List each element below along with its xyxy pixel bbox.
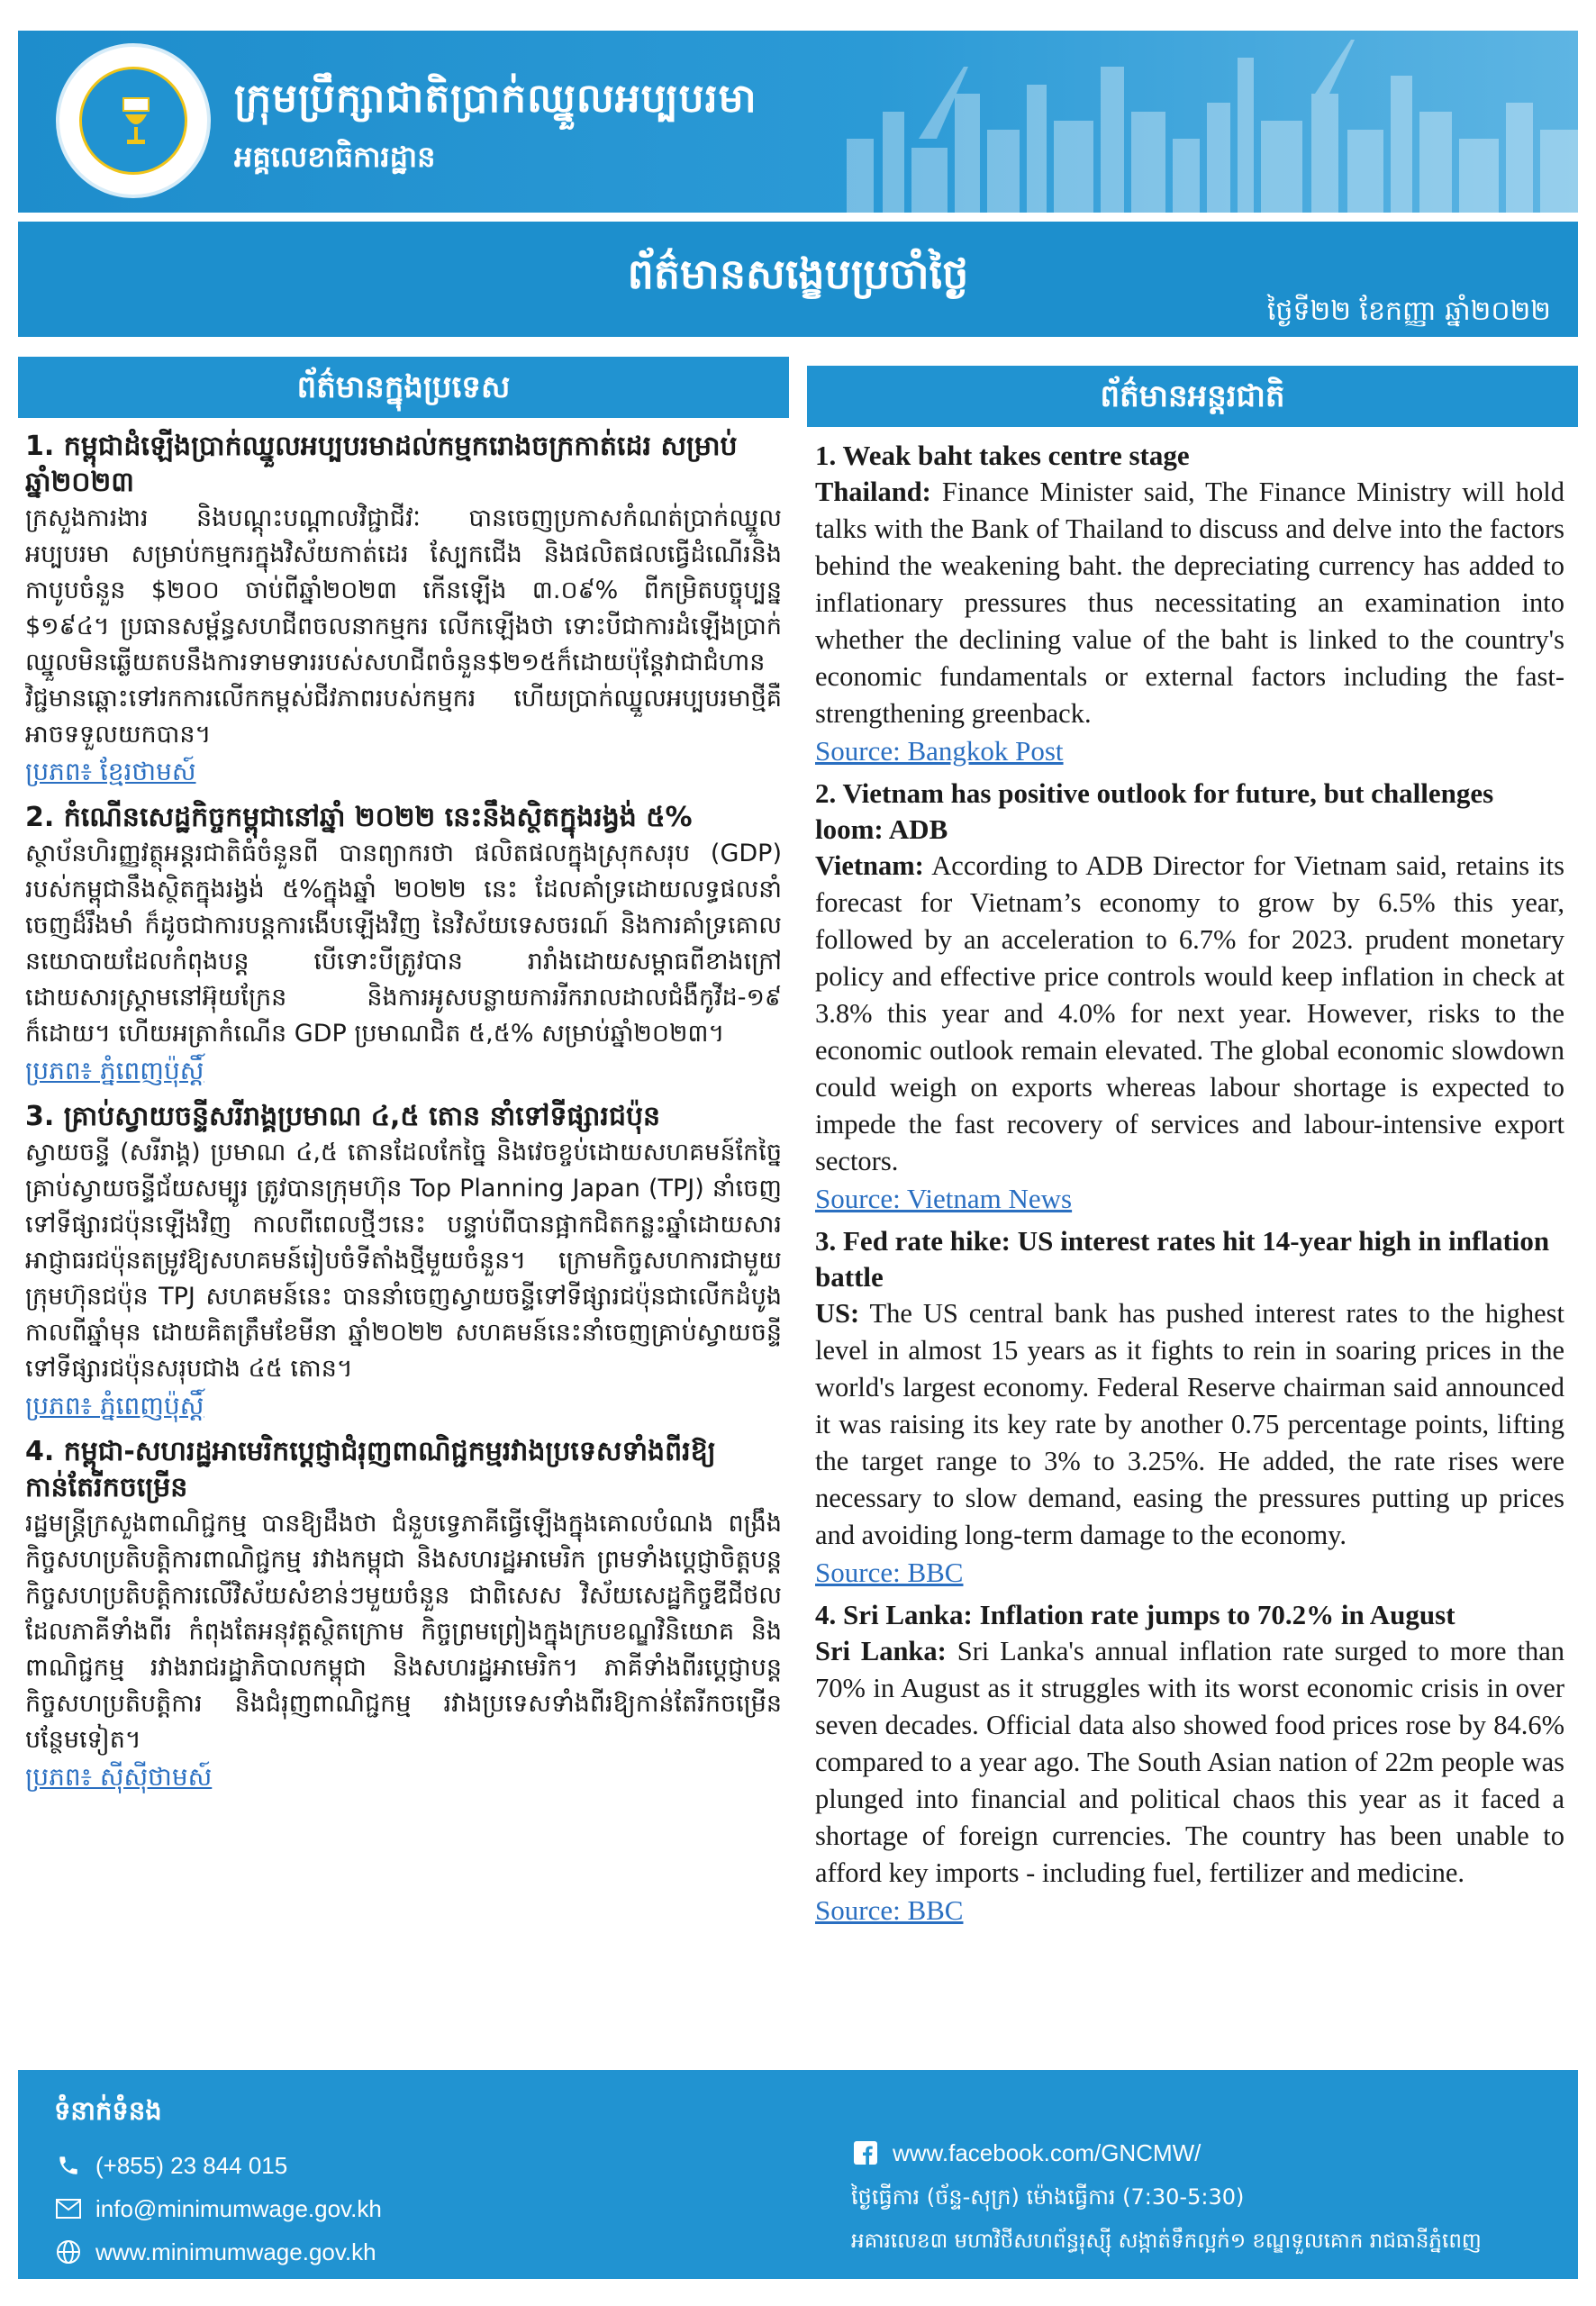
local-news-title: 2. កំណើនសេដ្ឋកិច្ចកម្ពុជានៅឆ្នាំ ២០២២ នេះនឹងស្ថិតក្នុងរង្វង់ ៥% xyxy=(25,802,693,833)
intl-news-country: Sri Lanka: xyxy=(815,1636,947,1666)
international-news-column xyxy=(815,434,1564,2056)
intl-news-source-link[interactable]: Source: Vietnam News xyxy=(815,1183,1073,1214)
local-news-heading: ព័ត៌មានក្នុងប្រទេស xyxy=(18,357,789,418)
local-news-source-link[interactable]: ប្រភព៖ ស៊ីស៊ីថាមស៍ xyxy=(25,1762,213,1792)
footer-contact xyxy=(18,2070,1578,2279)
scales-emblem-icon xyxy=(118,95,154,149)
bulletin-bar xyxy=(18,222,1578,337)
local-news-title: 4. កម្ពុជា-សហរដ្ឋអាមេរិកប្តេជ្ញាជំរុញពាណិជ្ជកម្មរវាងប្រទេសទាំងពីរឱ្យកាន់តែរីកចម្រើន xyxy=(25,1436,716,1503)
intl-news-source-link[interactable]: Source: Bangkok Post xyxy=(815,735,1064,767)
intl-news-body xyxy=(815,1633,1564,1892)
office-address: អគារលេខ៣ មហាវិថីសហព័ន្ធរុស្ស៊ី សង្កាត់ទឹកល្អក់១ ខណ្ឌទួលគោក រាជធានីភ្នំពេញ xyxy=(851,2229,1482,2253)
facebook-icon xyxy=(851,2138,880,2167)
intl-news-title: 2. Vietnam has positive outlook for future, but challenges loom: ADB xyxy=(815,777,1494,845)
local-news-item xyxy=(25,1434,782,1800)
intl-news-country: US: xyxy=(815,1298,860,1329)
local-news-item xyxy=(25,1099,782,1429)
office-hours: ថ្ងៃធ្វើការ (ច័ន្ទ-សុក្រ) ម៉ោងធ្វើការ (7:30-5:30) xyxy=(851,2184,1245,2210)
globe-icon xyxy=(54,2238,83,2266)
phone-number[interactable]: (+855) 23 844 015 xyxy=(95,2151,288,2179)
logo-emblem-ring xyxy=(79,67,187,175)
intl-news-text: Sri Lanka's annual inflation rate surged to more than 70% in August as it struggles with its worst economic crisis in over seven decades. Official data also showed food prices rose by 84.6% compared to a year ago. The South Asian nation of 22m people was plunged into financial and political chaos this year as it faced a shortage of foreign currencies. The country has been unable to afford key imports - including fuel, fertilizer and medicine. xyxy=(815,1636,1564,1888)
intl-news-item xyxy=(815,776,1564,1220)
local-news-body: ស្វាយចន្ទី (សរីរាង្គ) ប្រមាណ ៤,៥ តោនដែលកែច្នៃ និងវេចខ្ចប់ដោយសហគមន៍កែច្នៃ គ្រាប់ស្វាយចន្ទីជ័យសម្បូរ ត្រូវបានក្រុមហ៊ុន Top Planning Japan (TPJ) នាំចេញទៅទីផ្សារជប៉ុនឡើងវិញ កាលពីពេលថ្មីៗនេះ បន្ទាប់ពីបានផ្អាកជិតកន្លះឆ្នាំដោយសារអាជ្ញាធរជប៉ុនតម្រូវឱ្យសហគមន៍រៀបចំទីតាំងថ្មីមួយចំនួន។ ក្រោមកិច្ចសហការជាមួយក្រុមហ៊ុនជប៉ុន TPJ សហគមន៍នេះ បាននាំចេញស្វាយចន្ទីទៅទីផ្សារជប៉ុនជាលើកដំបូងកាលពីឆ្នាំមុន ដោយគិតត្រឹមខែមីនា ឆ្នាំ២០២២ សហគមន៍នេះនាំចេញគ្រាប់ស្វាយចន្ទីទៅទីផ្សារជប៉ុនសរុបជាង ៤៥ តោន។ xyxy=(25,1139,782,1383)
local-news-title: 3. គ្រាប់ស្វាយចន្ទីសរីរាង្គប្រមាណ ៤,៥ តោន នាំទៅទីផ្សារជប៉ុន xyxy=(25,1101,661,1132)
city-skyline-graphic xyxy=(811,31,1578,213)
intl-news-source-link[interactable]: Source: BBC xyxy=(815,1557,964,1588)
website-row xyxy=(54,2238,376,2266)
header-banner xyxy=(18,31,1578,337)
website-link[interactable]: www.minimumwage.gov.kh xyxy=(95,2238,376,2265)
local-news-source-link[interactable]: ប្រភព៖ ភ្នំពេញប៉ុស្តិ៍ xyxy=(25,1056,204,1085)
email-row xyxy=(54,2194,382,2223)
facebook-link[interactable]: www.facebook.com/GNCMW/ xyxy=(893,2138,1202,2166)
phone-icon xyxy=(54,2151,83,2180)
intl-news-body xyxy=(815,848,1564,1180)
intl-news-item xyxy=(815,438,1564,772)
intl-news-body xyxy=(815,1295,1564,1554)
local-news-body: ក្រសួងការងារ និងបណ្តុះបណ្តាលវិជ្ជាជីវៈ បានចេញប្រកាសកំណត់ប្រាក់ឈ្នួលអប្បបរមា សម្រាប់កម្មករក្នុងវិស័យកាត់ដេរ ស្បែកជើង និងផលិតផលធ្វើដំណើរនិងកាបូបចំនួន $២០០ ចាប់ពីឆ្នាំ២០២៣ កើនឡើង ៣.០៩% ពីកម្រិតបច្ចុប្បន្ន $១៩៤។ ប្រធានសម្ព័ន្ធសហជីពចលនាកម្មករ លើកឡើងថា ទោះបីជាការដំឡើងប្រាក់ឈ្នួលមិនឆ្លើយតបនឹងការទាមទាររបស់សហជីពចំនួន$២១៥ក៏ដោយប៉ុន្តែវាជាជំហានវិជ្ជមានឆ្ពោះទៅរកការលើកកម្ពស់ជីវភាពរបស់កម្មករ ហើយប្រាក់ឈ្នួលអប្បបរមាថ្មីគឺអាចទទួលយកបាន។ xyxy=(25,504,782,749)
intl-news-body xyxy=(815,474,1564,732)
facebook-row xyxy=(851,2138,1201,2167)
local-news-source-link[interactable]: ប្រភព៖ ខ្មែរថាមស៍ xyxy=(25,757,196,786)
organization-logo xyxy=(56,43,211,198)
bulletin-date: ថ្ងៃទី២២ ខែកញ្ញា ឆ្នាំ២០២២ xyxy=(1266,295,1551,327)
contact-label: ទំនាក់ទំនង xyxy=(54,2095,162,2126)
local-news-body: ស្ថាប័នហិរញ្ញវត្ថុអន្តរជាតិធំចំនួនពី បានព្យាករថា ផលិតផលក្នុងស្រុកសរុប (GDP) របស់កម្ពុជានឹងស្ថិតក្នុងរង្វង់ ៥%ក្នុងឆ្នាំ ២០២២ នេះ ដែលគាំទ្រដោយលទ្ធផលនាំចេញដ៏រឹងមាំ ក៏ដូចជាការបន្តការងើបឡើងវិញ នៃវិស័យទេសចរណ៍ និងការគាំទ្រគោលនយោបាយដែលកំពុងបន្ត បើទោះបីត្រូវបាន រារាំងដោយសម្ពាធពីខាងក្រៅ ដោយសារស្រ្តាមនៅអ៊ុយក្រែន និងការអូសបន្លាយការរីករាលដាលជំងឺកូវីដ-១៩ ក៏ដោយ។ ហើយអត្រាកំណើន GDP ប្រមាណជិត ៥,៥% សម្រាប់ឆ្នាំ២០២៣។ xyxy=(25,840,782,1048)
organization-name: ក្រុមប្រឹក្សាជាតិប្រាក់ឈ្នួលអប្បបរមា xyxy=(234,76,757,122)
bulletin-title: ព័ត៌មានសង្ខេបប្រចាំថ្ងៃ xyxy=(627,250,969,298)
intl-news-title: 4. Sri Lanka: Inflation rate jumps to 70.2% in August xyxy=(815,1599,1455,1630)
organization-subtitle: អគ្គលេខាធិការដ្ឋាន xyxy=(234,140,436,174)
intl-news-item xyxy=(815,1223,1564,1593)
intl-news-text: Finance Minister said, The Finance Ministry will hold talks with the Bank of Thailand to discuss and delve into the factors behind the weakening baht. the depreciating currency has added to inflationary pressures thus necessitating an examination into whether the declining value of the baht is linked to the country's economic fundamentals or external factors including the fast-strengthening greenback. xyxy=(815,477,1564,729)
header-divider xyxy=(18,213,1578,222)
intl-news-country: Thailand: xyxy=(815,477,931,507)
local-news-item xyxy=(25,800,782,1094)
local-news-source-link[interactable]: ប្រភព៖ ភ្នំពេញប៉ុស្តិ៍ xyxy=(25,1391,204,1421)
intl-news-country: Vietnam: xyxy=(815,850,924,881)
mail-icon xyxy=(54,2194,83,2223)
intl-news-title: 1. Weak baht takes centre stage xyxy=(815,440,1190,471)
local-news-title: 1. កម្ពុជាដំឡើងប្រាក់ឈ្នួលអប្បបរមាដល់កម្មករោងចក្រកាត់ដេរ សម្រាប់ឆ្នាំ២០២៣ xyxy=(25,431,738,498)
intl-news-title: 3. Fed rate hike: US interest rates hit 14-year high in inflation battle xyxy=(815,1225,1550,1293)
intl-news-item xyxy=(815,1597,1564,1931)
local-news-item xyxy=(25,429,782,794)
international-news-heading: ព័ត៌មានអន្តរជាតិ xyxy=(807,366,1578,427)
intl-news-text: The US central bank has pushed interest rates to the highest level in almost 15 years as it fights to rein in soaring prices in the world's largest economy. Federal Reserve chairman said announced it was raising its key rate by another 0.75 percentage points, lifting the target range to 3% to 3.25%. He added, the rate rises were necessary to slow demand, easing the pressures putting up prices and avoiding long-term damage to the economy. xyxy=(815,1298,1564,1550)
email-address[interactable]: info@minimumwage.gov.kh xyxy=(95,2194,382,2222)
intl-news-source-link[interactable]: Source: BBC xyxy=(815,1894,964,1926)
local-news-body: រដ្ឋមន្ត្រីក្រសួងពាណិជ្ជកម្ម បានឱ្យដឹងថា ជំនួបទ្វេភាគីធ្វើឡើងក្នុងគោលបំណង ពង្រឹងកិច្ចសហប្រតិបត្តិការពាណិជ្ជកម្ម រវាងកម្ពុជា និងសហរដ្ឋអាមេរិក ព្រមទាំងប្តេជ្ញាចិត្តបន្តកិច្ចសហប្រតិបត្តិការលើវិស័យសំខាន់ៗមួយចំនួន ជាពិសេស វិស័យសេដ្ឋកិច្ចឌីជីថល ដែលភាគីទាំងពីរ កំពុងតែអនុវត្តស្ថិតក្រោម កិច្ចព្រមព្រៀងក្នុងក្របខណ្ឌវិនិយោគ និងពាណិជ្ជកម្ម រវាងរាជរដ្ឋាភិបាលកម្ពុជា និងសហរដ្ឋអាមេរិក។ ភាគីទាំងពីរប្តេជ្ញាបន្តកិច្ចសហប្រតិបត្តិការ និងជំរុញពាណិជ្ជកម្ម រវាងប្រទេសទាំងពីរឱ្យកាន់តែរីកចម្រើនបន្ថែមទៀត។ xyxy=(25,1510,782,1754)
local-news-column xyxy=(25,423,782,2054)
phone-row xyxy=(54,2151,287,2180)
intl-news-text: According to ADB Director for Vietnam said, retains its forecast for Vietnam’s economy to grow by 6.5% this year, followed by an acceleration to 6.7% for 2023. prudent monetary policy and effective price controls would keep inflation in check at 3.8% this year and 4.0% for next year. However, risks to the economic outlook remain elevated. The global economic slowdown could weigh on exports whereas labour shortage is expected to impede the fast recovery of services and labour-intensive export sectors. xyxy=(815,850,1564,1176)
